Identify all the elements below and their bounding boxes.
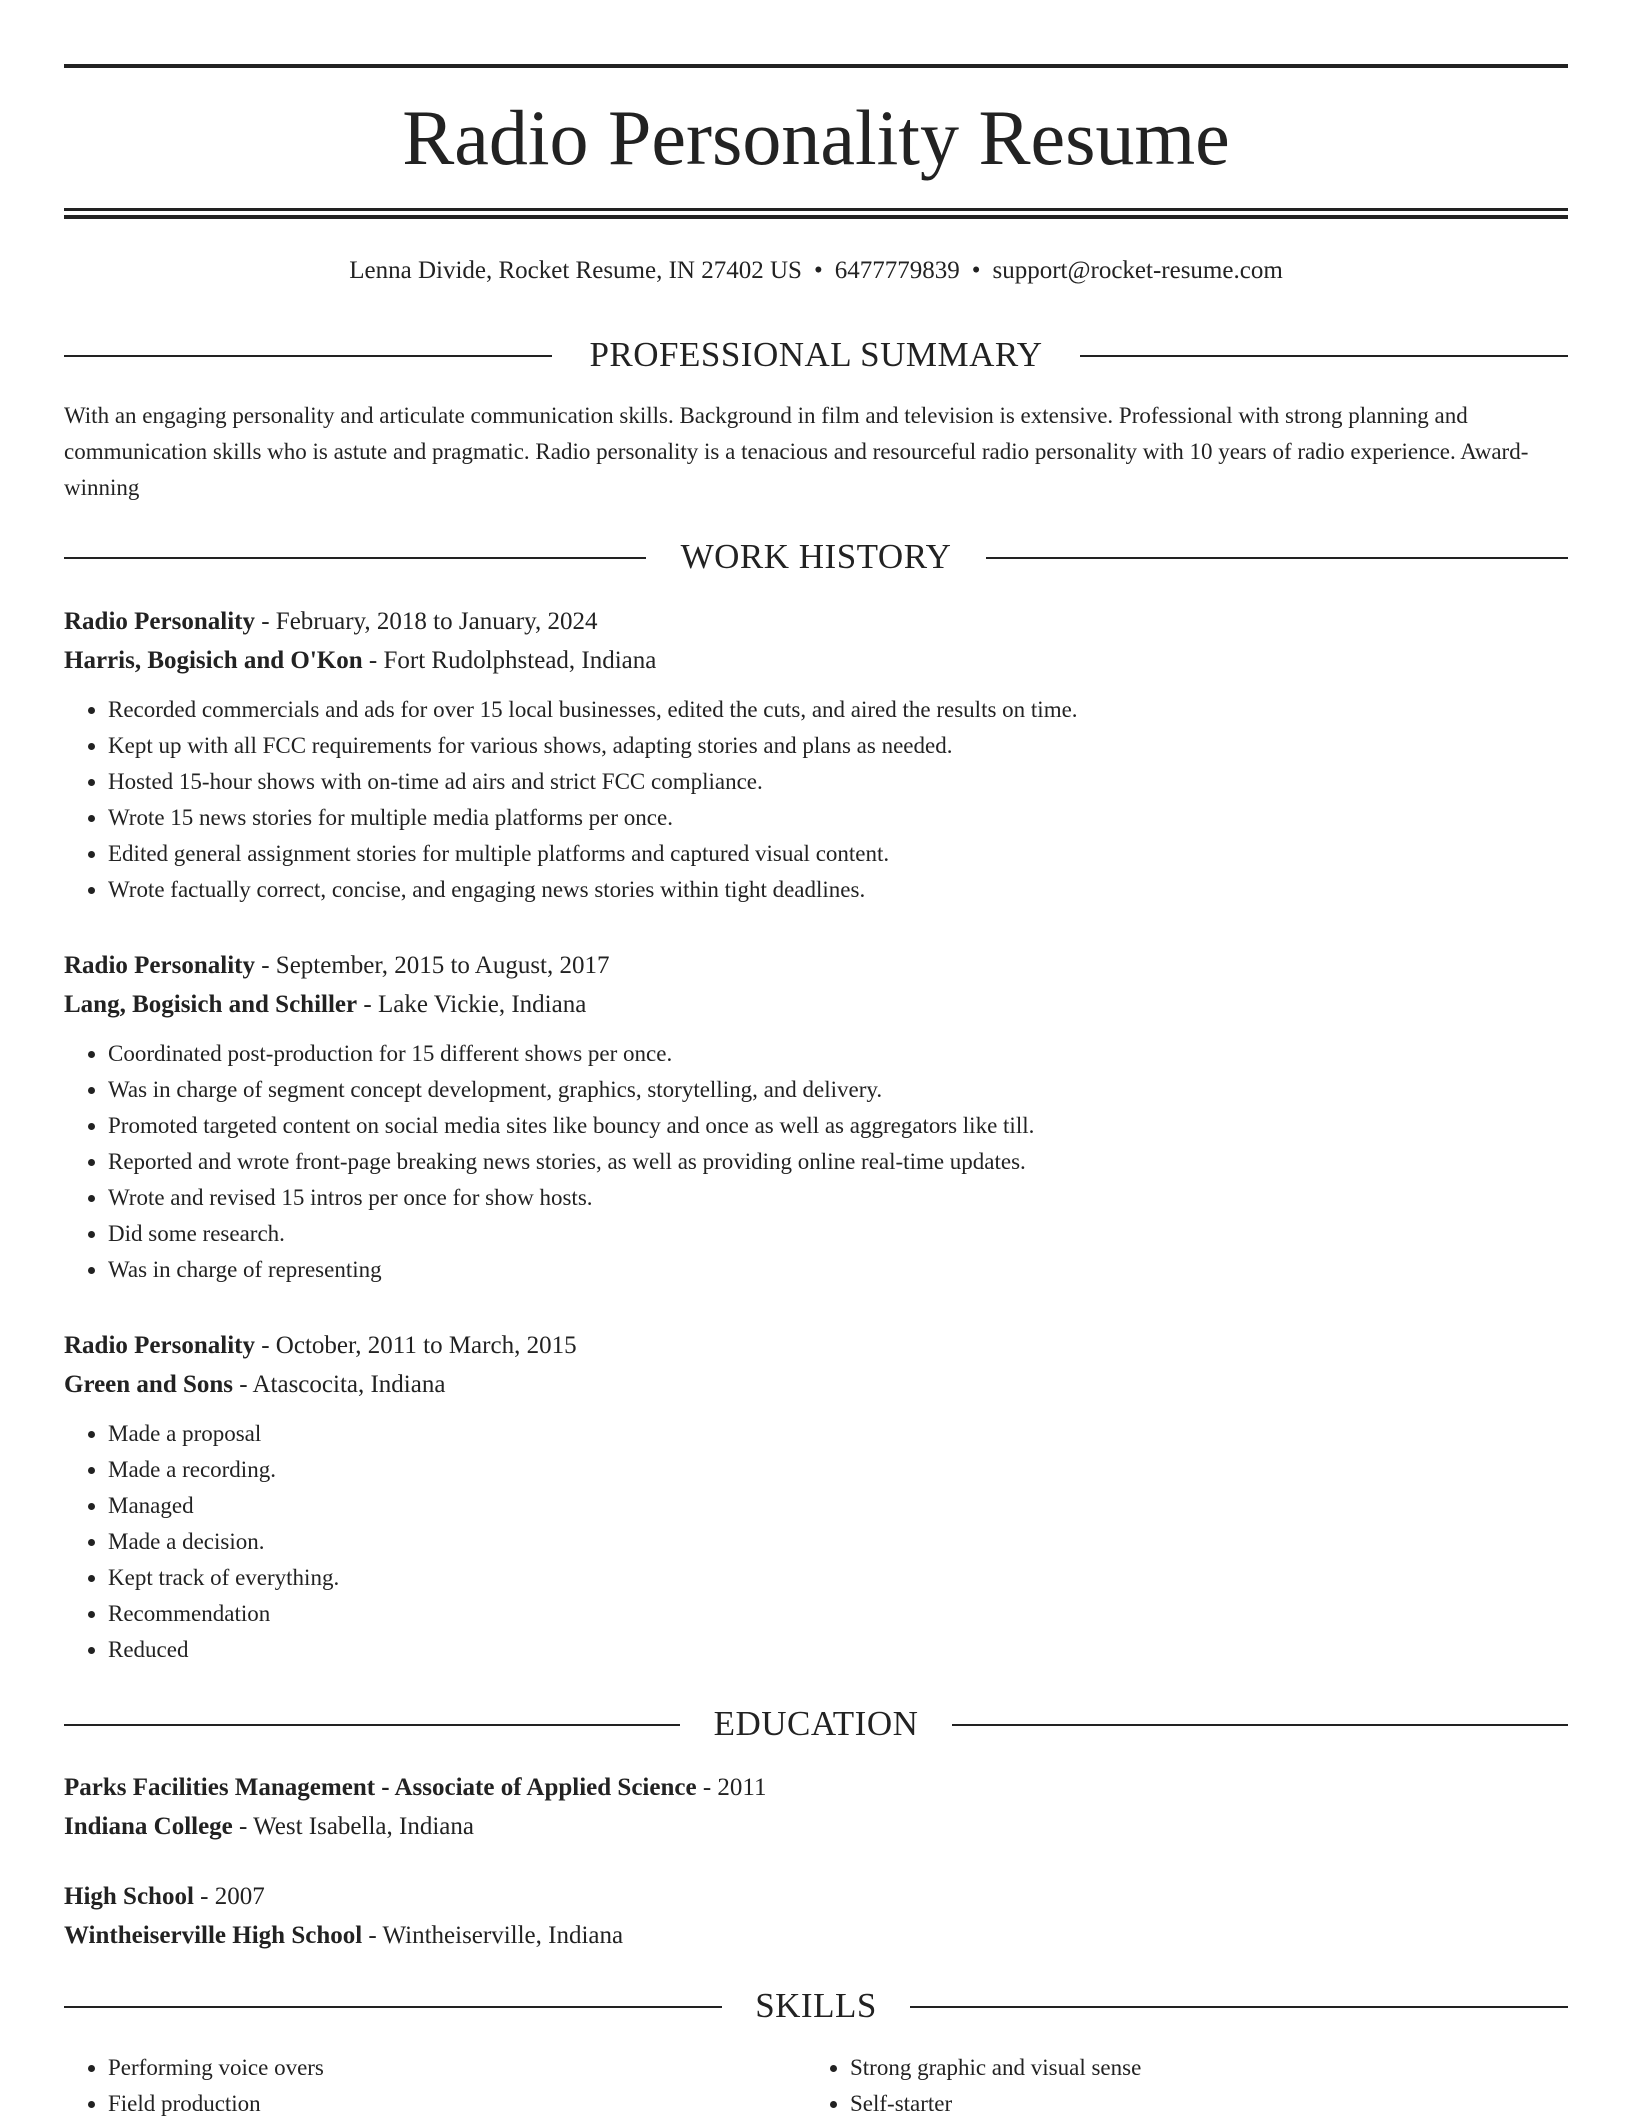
job-dates: - September, 2015 to August, 2017	[254, 952, 610, 979]
job-entry	[64, 602, 1568, 908]
job-location: - Atascocita, Indiana	[233, 1371, 446, 1398]
heading-rule-right	[910, 2006, 1568, 2008]
list-item: • Was in charge of segment concept development, graphics, storytelling, and delivery.	[108, 1072, 1568, 1108]
education-entry	[64, 1877, 1568, 1955]
section-heading-skills	[64, 1983, 1568, 2029]
job-company-line	[64, 641, 1568, 680]
skills-column-right	[806, 2050, 1548, 2122]
list-item: • Wrote factually correct, concise, and engaging news stories within tight deadlines.	[108, 872, 1568, 908]
list-item: • Strong graphic and visual sense	[850, 2050, 1548, 2086]
job-entry	[64, 946, 1568, 1288]
education-entry	[64, 1768, 1568, 1846]
list-item: • Promoted targeted content on social media sites like bouncy and once as well as aggregators like till.	[108, 1108, 1568, 1144]
job-company-line	[64, 1365, 1568, 1404]
job-bullets	[64, 1036, 1568, 1288]
top-rule	[64, 64, 1568, 68]
list-item: • Reduced	[108, 1632, 1568, 1668]
education-year: - 2007	[193, 1883, 265, 1910]
list-item: • Managed	[108, 1488, 1568, 1524]
job-title-line	[64, 602, 1568, 641]
contact-phone: 6477779839	[834, 257, 960, 284]
education-degree-line	[64, 1768, 1568, 1807]
list-item: • Coordinated post-production for 15 different shows per once.	[108, 1036, 1568, 1072]
list-item: • Hosted 15-hour shows with on-time ad airs and strict FCC compliance.	[108, 764, 1568, 800]
list-item: • Was in charge of representing	[108, 1252, 1568, 1288]
title-rule-lower	[64, 215, 1568, 219]
education-degree-line	[64, 1877, 1568, 1916]
list-item: • Wrote 15 news stories for multiple media platforms per once.	[108, 800, 1568, 836]
job-dates: - February, 2018 to January, 2024	[254, 608, 598, 635]
section-heading-work-history	[64, 534, 1568, 580]
list-item: • Field production	[108, 2086, 806, 2122]
job-bullets	[64, 1416, 1568, 1668]
list-item: • Recorded commercials and ads for over 15 local businesses, edited the cuts, and aired the results on time.	[108, 692, 1568, 728]
section-heading-summary	[64, 332, 1568, 378]
list-item: • Made a proposal	[108, 1416, 1568, 1452]
skills-column-left	[64, 2050, 806, 2122]
contact-separator: •	[971, 257, 981, 284]
education-degree: High School	[64, 1883, 194, 1910]
job-dates: - October, 2011 to March, 2015	[254, 1332, 577, 1359]
section-title: WORK HISTORY	[680, 537, 952, 576]
education-school: Indiana College	[64, 1813, 233, 1840]
education-location: - West Isabella, Indiana	[232, 1813, 474, 1840]
contact-address: Lenna Divide, Rocket Resume, IN 27402 US	[349, 257, 802, 284]
job-company: Green and Sons	[64, 1371, 234, 1398]
heading-rule-right	[986, 557, 1568, 559]
education-school: Wintheiserville High School	[64, 1922, 363, 1949]
job-location: - Lake Vickie, Indiana	[357, 991, 587, 1018]
list-item: • Made a decision.	[108, 1524, 1568, 1560]
contact-email[interactable]: support@rocket-resume.com	[992, 257, 1283, 284]
list-item: • Edited general assignment stories for multiple platforms and captured visual content.	[108, 836, 1568, 872]
job-company: Lang, Bogisich and Schiller	[64, 991, 358, 1018]
page-title: Radio Personality Resume	[402, 94, 1230, 181]
skills-list	[64, 2050, 1568, 2122]
education-school-line	[64, 1807, 1568, 1846]
education-year: - 2011	[696, 1774, 767, 1801]
job-location: - Fort Rudolphstead, Indiana	[362, 647, 657, 674]
heading-rule-right	[1080, 355, 1568, 357]
contact-separator: •	[813, 257, 823, 284]
list-item: • Performing voice overs	[108, 2050, 806, 2086]
job-title: Radio Personality	[64, 952, 255, 979]
list-item: • Recommendation	[108, 1596, 1568, 1632]
list-item: • Did some research.	[108, 1216, 1568, 1252]
list-item: • Kept track of everything.	[108, 1560, 1568, 1596]
title-rule-upper	[64, 208, 1568, 211]
education-school-line	[64, 1916, 1568, 1955]
job-company: Harris, Bogisich and O'Kon	[64, 647, 363, 674]
section-title: SKILLS	[755, 1986, 877, 2025]
job-title-line	[64, 946, 1568, 985]
heading-rule-right	[952, 1724, 1568, 1726]
section-title: EDUCATION	[713, 1704, 919, 1743]
job-bullets	[64, 692, 1568, 908]
job-title: Radio Personality	[64, 608, 255, 635]
list-item: • Self-starter	[850, 2086, 1548, 2122]
job-entry	[64, 1326, 1568, 1668]
list-item: • Made a recording.	[108, 1452, 1568, 1488]
job-company-line	[64, 985, 1568, 1024]
list-item: • Kept up with all FCC requirements for various shows, adapting stories and plans as needed.	[108, 728, 1568, 764]
job-title-line	[64, 1326, 1568, 1365]
list-item: • Wrote and revised 15 intros per once for show hosts.	[108, 1180, 1568, 1216]
contact-line	[0, 254, 1632, 288]
section-heading-education	[64, 1701, 1568, 1747]
education-degree: Parks Facilities Management - Associate of Applied Science	[64, 1774, 697, 1801]
list-item: • Reported and wrote front-page breaking news stories, as well as providing online real-time updates.	[108, 1144, 1568, 1180]
section-title: PROFESSIONAL SUMMARY	[589, 335, 1043, 374]
job-title: Radio Personality	[64, 1332, 255, 1359]
education-location: - Wintheiserville, Indiana	[362, 1922, 624, 1949]
summary-text: With an engaging personality and articulate communication skills. Background in film and television is extensive. Professional with strong planning and communication skills who is astute and pragmatic. Radio personality is a tenacious and resourceful radio personality with 10 years of radio experience. Award-winning	[64, 403, 1529, 500]
